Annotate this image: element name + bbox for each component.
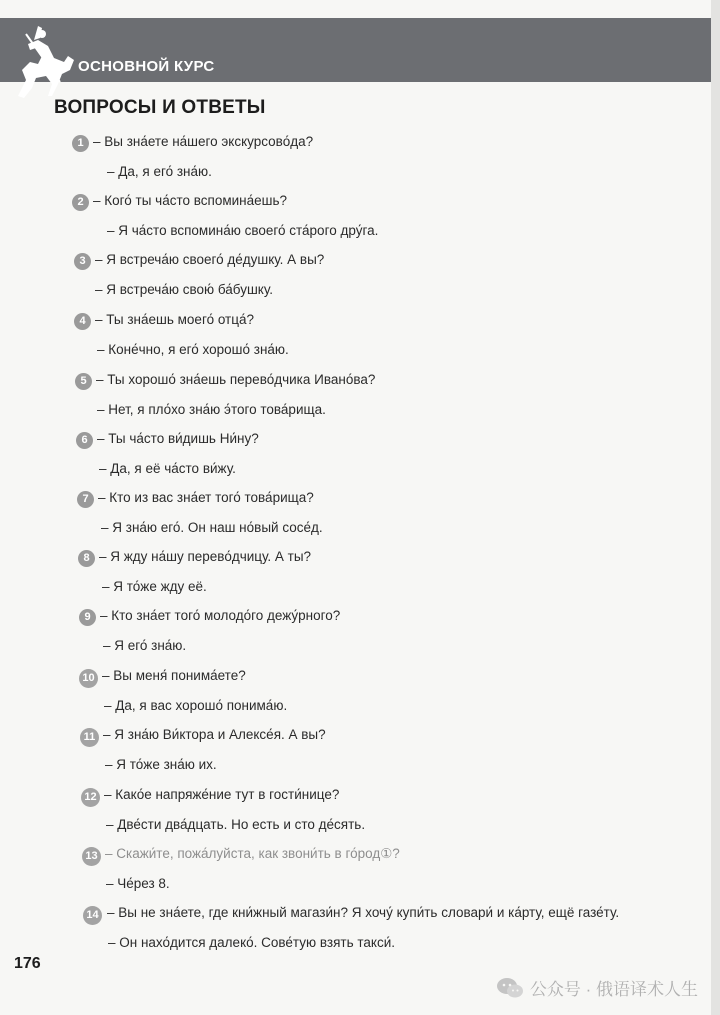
question-number-badge: 11 [80,728,99,747]
question-text: – Ты хорошо́ зна́ешь перево́дчика Ивано́ва? [96,372,376,387]
question-number-badge: 1 [72,135,89,152]
question-text: – Кто зна́ет того́ молодо́го дежу́рного? [100,608,341,623]
watermark [496,975,698,1000]
question-text: – Вы зна́ете на́шего экскурсово́да? [93,134,314,149]
horseman-logo-icon [8,18,84,100]
question-number-badge: 13 [82,847,101,866]
answer-text: – Он нахо́дится далеко́. Сове́тую взять такси́. [108,935,396,950]
question-number-badge: 10 [79,669,98,688]
question-number-badge: 2 [72,194,89,211]
question-number-badge: 4 [74,313,91,330]
answer-text: – Да, я вас хорошо́ понима́ю. [104,698,288,713]
answer-text: – Че́рез 8. [106,876,170,891]
question-text: – Ты зна́ешь моего́ отца́? [95,312,254,327]
page-edge-strip [711,0,720,1015]
question-text: – Вы не зна́ете, где кни́жный магази́н? Я хочу́ купи́ть словари́ и ка́рту, ещё газе́ту. [107,905,620,920]
answer-text: – Я его́ зна́ю. [103,638,187,653]
course-title: ОСНОВНОЙ КУРС [78,58,215,75]
answer-text: – Да, я его́ зна́ю. [107,164,212,179]
answer-text: – Да, я её ча́сто ви́жу. [99,461,236,476]
wechat-icon [496,977,524,999]
answer-text: – Я встреча́ю свою́ ба́бушку. [95,282,274,297]
page-number: 176 [14,955,41,972]
answer-text: – Две́сти два́дцать. Но есть и сто де́сять. [106,817,366,832]
answer-text: – Я то́же зна́ю их. [105,757,217,772]
question-number-badge: 6 [76,432,93,449]
answer-text: – Я зна́ю его́. Он наш но́вый сосе́д. [101,520,323,535]
question-text: – Я зна́ю Ви́ктора и Алексе́я. А вы? [103,727,326,742]
answer-text: – Коне́чно, я его́ хорошо́ зна́ю. [97,342,289,357]
question-text: – Како́е напряже́ние тут в гости́нице? [104,787,340,802]
question-number-badge: 5 [75,373,92,390]
answer-text: – Нет, я пло́хо зна́ю э́того това́рища. [97,402,326,417]
watermark-text: 公众号 · 俄语译术人生 [529,980,698,999]
question-number-badge: 8 [78,550,95,567]
question-text: – Скажи́те, пожа́луйста, как звони́ть в го́род①? [105,846,400,861]
question-text: – Я жду на́шу перево́дчицу. А ты? [99,549,312,564]
answer-text: – Я ча́сто вспомина́ю своего́ ста́рого дру́га. [107,223,379,238]
question-text: – Кто из вас зна́ет того́ това́рища? [98,490,314,505]
section-title: ВОПРОСЫ И ОТВЕТЫ [54,97,266,118]
question-number-badge: 9 [79,609,96,626]
question-text: – Ты ча́сто ви́дишь Ни́ну? [97,431,259,446]
answer-text: – Я то́же жду её. [102,579,207,594]
question-text: – Я встреча́ю своего́ де́душку. А вы? [95,252,325,267]
question-text: – Кого́ ты ча́сто вспомина́ешь? [93,193,287,208]
question-number-badge: 3 [74,253,91,270]
question-number-badge: 7 [77,491,94,508]
question-number-badge: 12 [81,788,100,807]
course-header [0,18,711,82]
question-text: – Вы меня́ понима́ете? [102,668,246,683]
question-number-badge: 14 [83,906,102,925]
